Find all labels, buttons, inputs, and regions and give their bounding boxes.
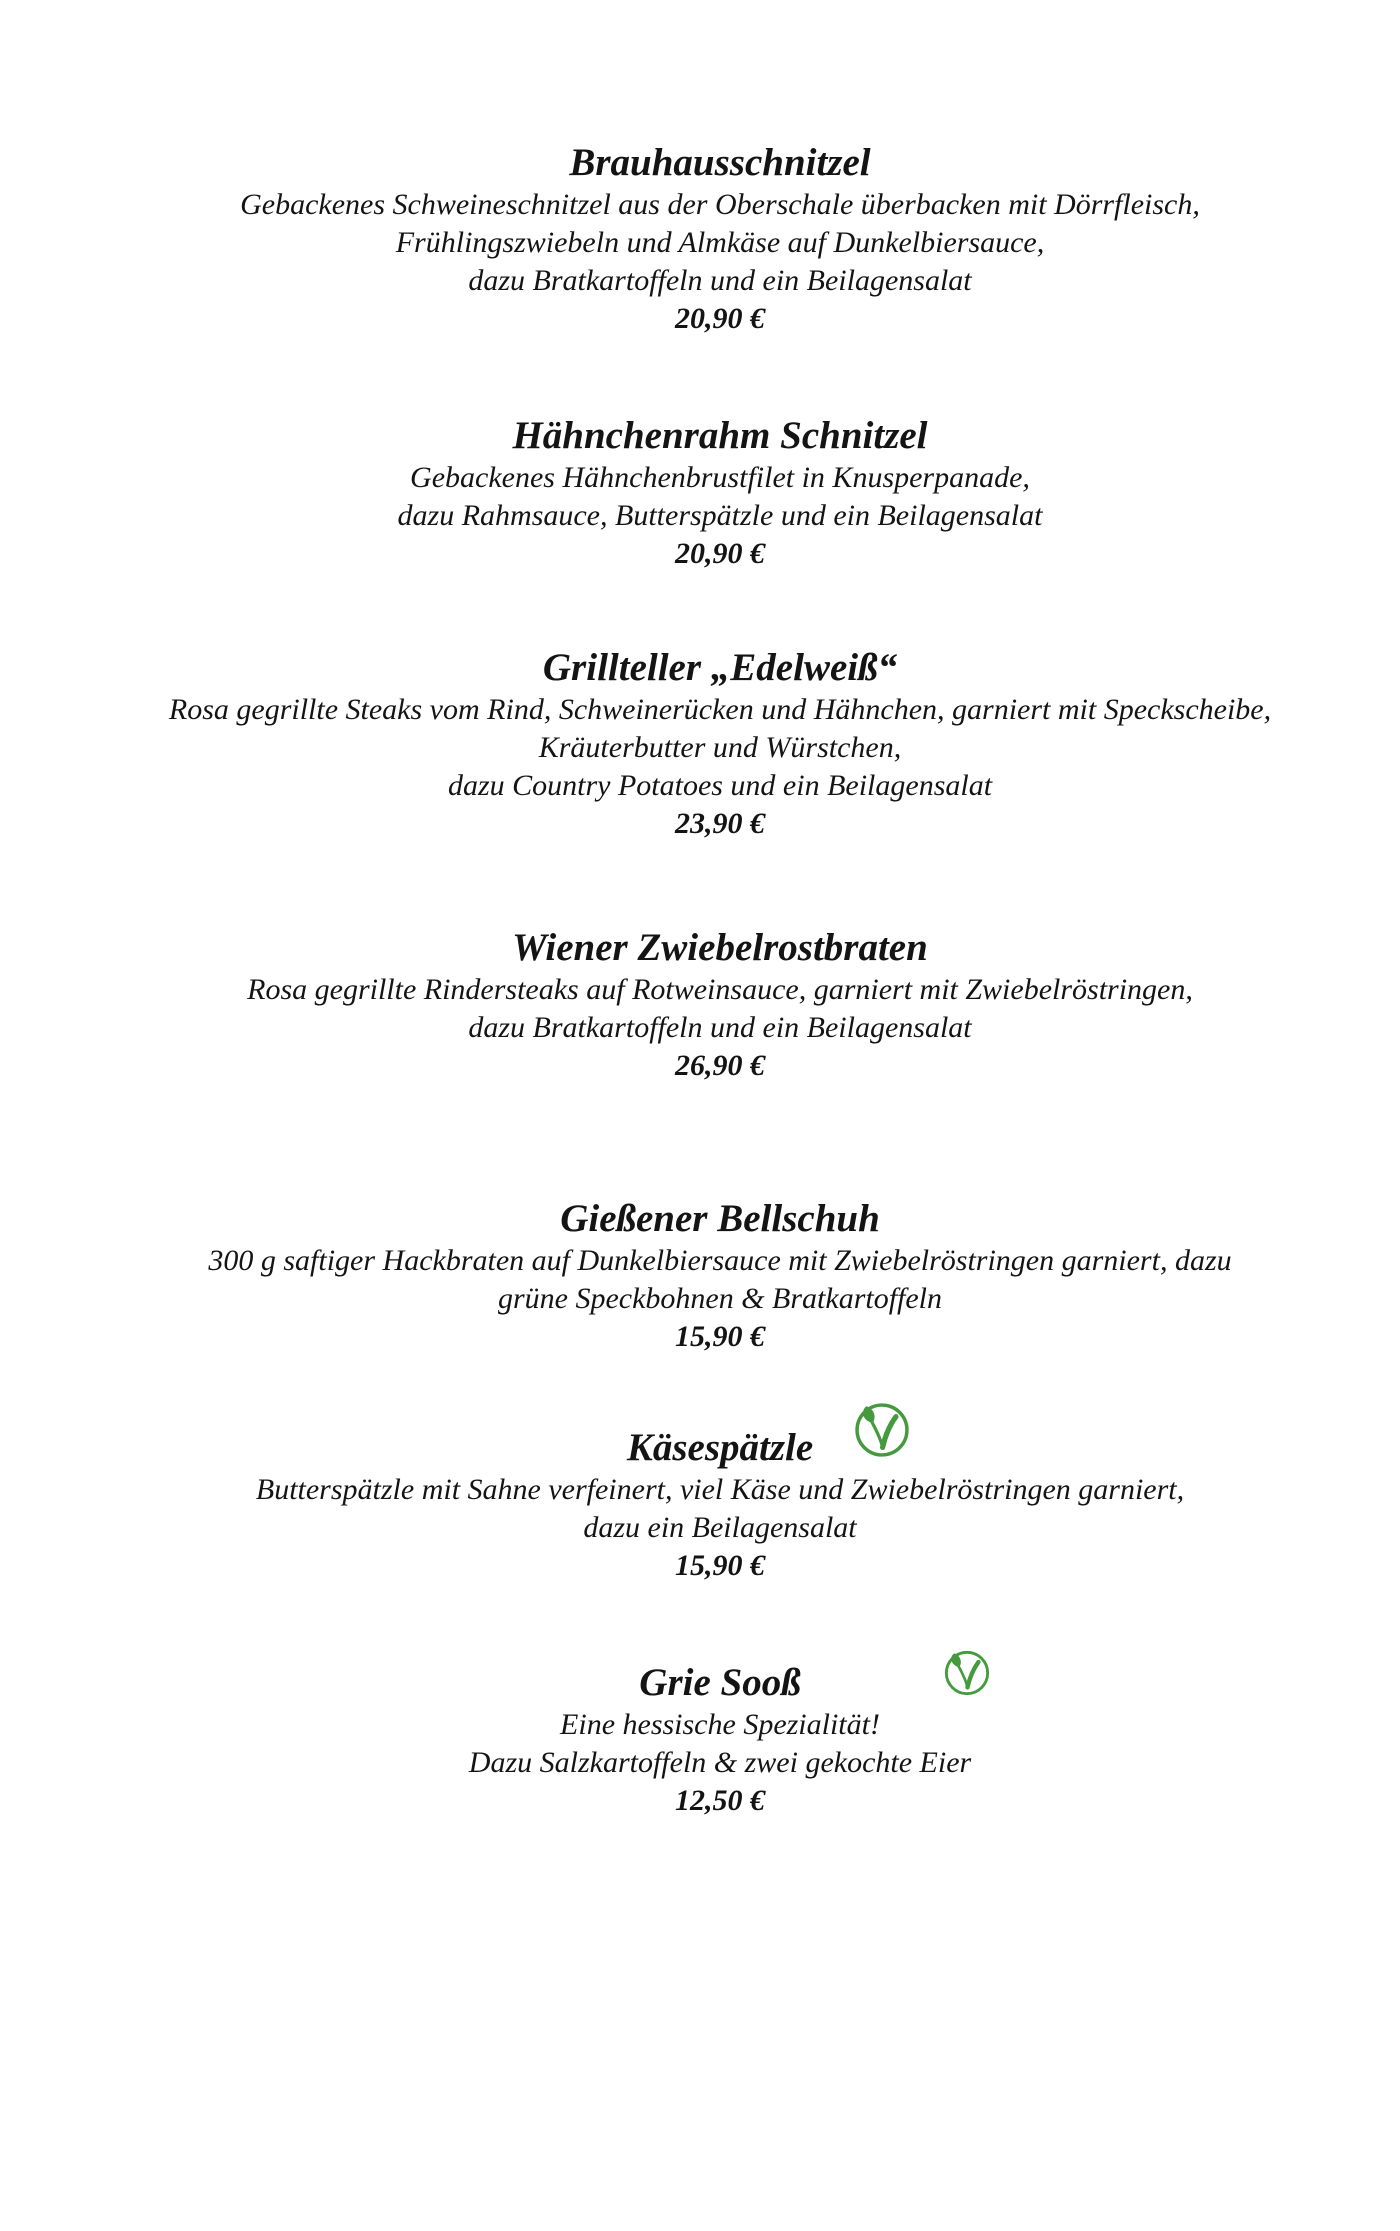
dish-price: 26,90 € [675,1049,765,1082]
dish-price: 15,90 € [675,1549,765,1582]
menu-item-brauhausschnitzel [40,140,1400,338]
dish-price: 15,90 € [675,1320,765,1353]
dish-description-line: Rosa gegrillte Steaks vom Rind, Schweinerücken und Hähnchen, garniert mit Speckscheibe, [168,693,1272,726]
menu-item-haehnchenrahm-schnitzel [40,413,1400,573]
dish-description-line: Gebackenes Hähnchenbrustfilet in Knusperpanade, [410,461,1030,494]
dish-price: 20,90 € [675,537,765,570]
dish-title: Grillteller „Edelweiß“ [542,646,898,689]
dish-title: Käsespätzle [626,1426,814,1469]
dish-description-line: dazu ein Beilagensalat [583,1511,857,1544]
dish-title: Hähnchenrahm Schnitzel [512,414,928,457]
dish-title: Wiener Zwiebelrostbraten [512,926,928,969]
dish-price: 20,90 € [675,302,765,335]
menu-item-giessener-bellschuh [40,1196,1400,1356]
menu-item-kaesespaetzle [40,1425,1400,1585]
vegetarian-icon [853,1401,911,1459]
vegetarian-icon [943,1649,991,1697]
dish-description-line: Frühlingszwiebeln und Almkäse auf Dunkelbiersauce, [395,226,1045,259]
menu-item-grie-sooss [40,1660,1400,1820]
menu-item-grillteller-edelweiss [40,645,1400,843]
dish-price: 23,90 € [675,807,765,840]
dish-description-line: Dazu Salzkartoffeln & zwei gekochte Eier [468,1746,972,1779]
dish-description-line: Gebackenes Schweineschnitzel aus der Oberschale überbacken mit Dörrfleisch, [240,188,1200,221]
dish-price: 12,50 € [675,1784,765,1817]
dish-description-line: Kräuterbutter und Würstchen, [538,731,902,764]
menu-item-wiener-zwiebelrostbraten [40,925,1400,1085]
dish-description-line: grüne Speckbohnen & Bratkartoffeln [497,1282,943,1315]
dish-description-line: Butterspätzle mit Sahne verfeinert, viel Käse und Zwiebelröstringen garniert, [255,1473,1185,1506]
dish-title: Gießener Bellschuh [560,1197,880,1240]
dish-description-line: dazu Country Potatoes und ein Beilagensalat [447,769,993,802]
dish-description-line: 300 g saftiger Hackbraten auf Dunkelbiersauce mit Zwiebelröstringen garniert, dazu [208,1244,1232,1277]
dish-description-line: dazu Bratkartoffeln und ein Beilagensalat [468,1011,972,1044]
dish-description-line: Eine hessische Spezialität! [560,1708,880,1741]
dish-description-line: Rosa gegrillte Rindersteaks auf Rotweinsauce, garniert mit Zwiebelröstringen, [247,973,1193,1006]
dish-title: Brauhausschnitzel [569,141,871,184]
dish-description-line: dazu Rahmsauce, Butterspätzle und ein Beilagensalat [397,499,1043,532]
dish-description-line: dazu Bratkartoffeln und ein Beilagensalat [468,264,972,297]
dish-title: Grie Sooß [639,1661,801,1704]
